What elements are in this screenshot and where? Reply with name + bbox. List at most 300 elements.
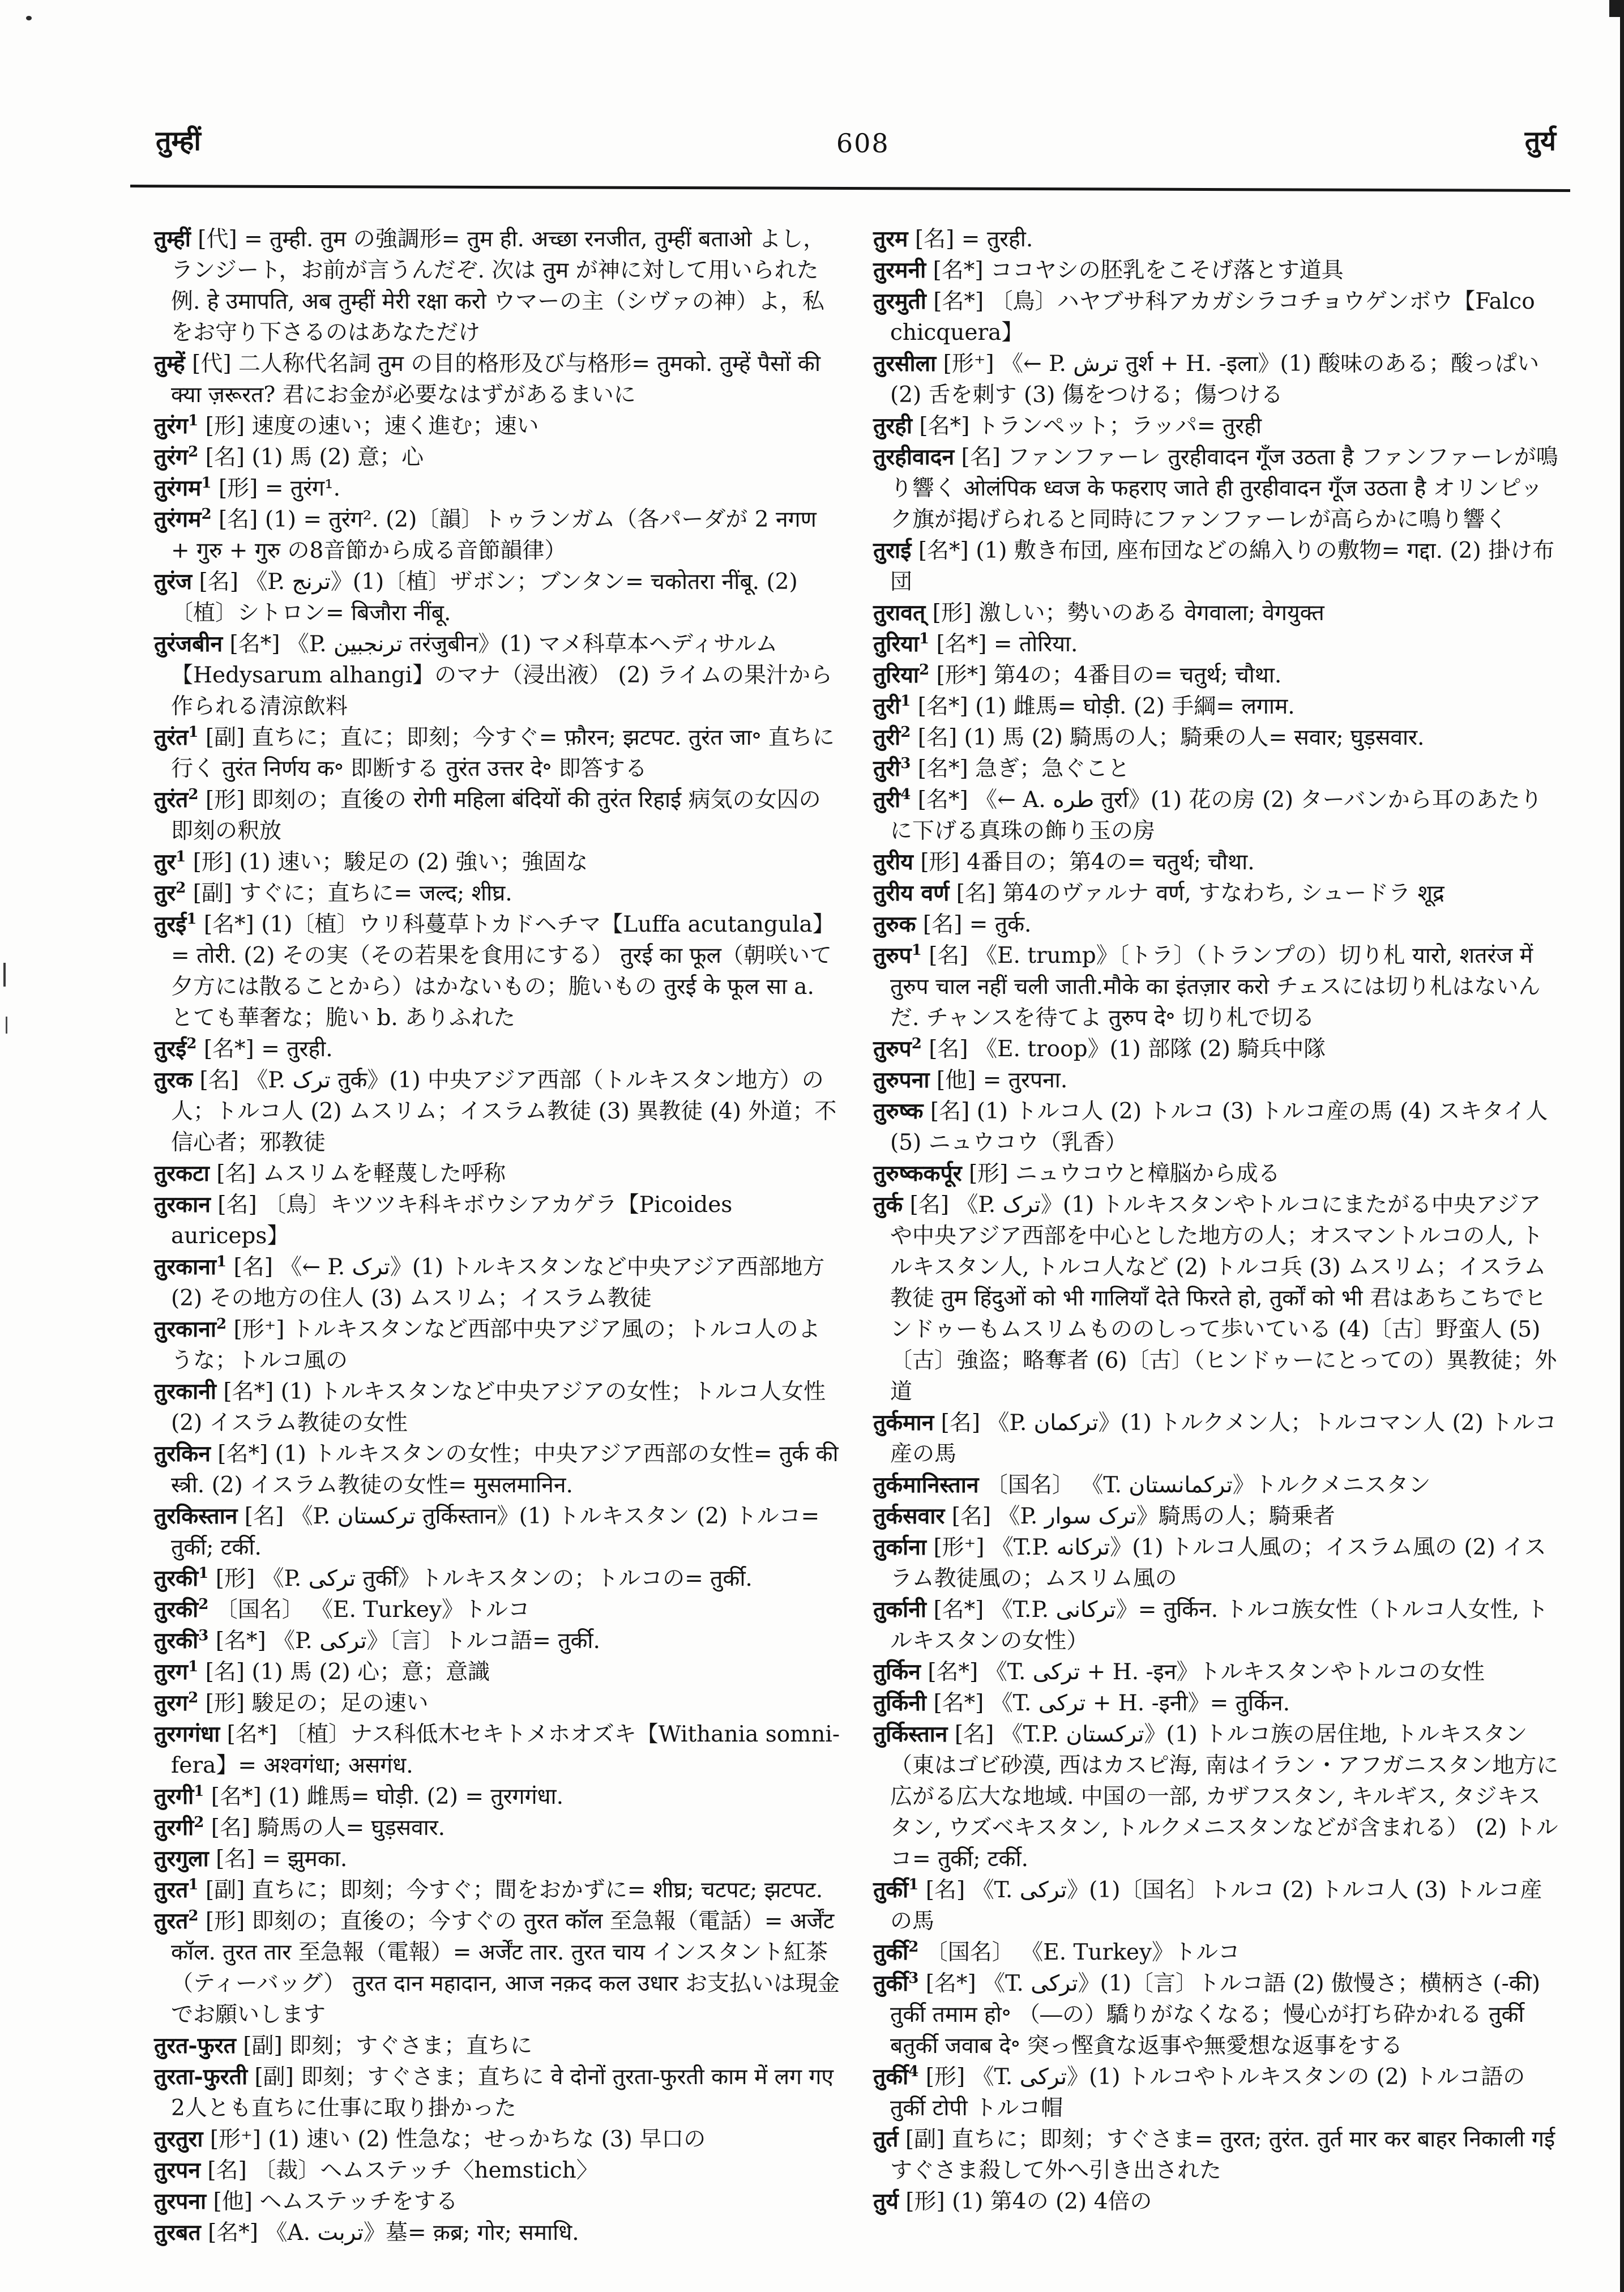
- entry-pos-label: [名]: [941, 1410, 981, 1436]
- entry-pos-label: [名]: [216, 1161, 256, 1186]
- entry-definition: 《P. ترکی》〔言〕トルコ語= तुर्की.: [273, 1628, 600, 1654]
- dictionary-entry: [873, 1470, 1561, 1501]
- entry-headword: तुरत-फुरत: [154, 2033, 236, 2059]
- dictionary-entry: [873, 909, 1561, 940]
- entry-pos-label: 〔国名〕: [985, 1472, 1074, 1498]
- dictionary-entry: [873, 597, 1561, 629]
- entry-pos-label: [副]: [205, 725, 245, 750]
- entry-definition: (1) 馬 (2) 意；心: [251, 445, 424, 470]
- scan-margin-mark: [6, 1017, 7, 1034]
- entry-pos-label: [名*]: [933, 1597, 984, 1623]
- entry-homonym-number: 1: [911, 942, 922, 959]
- entry-definition: 《T. ترکی》(1)〔国名〕トルコ (2) トルコ人 (3) トルコ産の馬: [890, 1877, 1542, 1934]
- entry-definition: (1) 速い (2) 性急な；せっかちな (3) 早口の: [268, 2127, 706, 2152]
- dictionary-entry: [154, 1688, 841, 1719]
- entry-definition: (1) 敷き布団, 座布団などの綿入りの敷物= गद्दा. (2) 掛け布団: [890, 538, 1555, 595]
- entry-homonym-number: 3: [900, 755, 911, 772]
- entry-headword: तुरकानी: [154, 1378, 216, 1405]
- entry-definition: ムスリムを軽蔑した呼称: [263, 1161, 506, 1186]
- scan-margin-mark: [3, 963, 6, 987]
- entry-pos-label: [代]: [192, 351, 232, 377]
- dictionary-entry: [873, 1657, 1561, 1688]
- entry-definition: ファンファーレ तुरहीवादन गूँज उठता है ファンファーレが鳴り響く ओलंपिक ध्वज के फहराए जाते ही तुरहीवादन गूँज उठता है オリンピック旗が掲げられると同時にファンファーレが高らかに鳴り響く: [890, 445, 1558, 532]
- entry-headword: तुरकिन: [154, 1441, 211, 1467]
- entry-definition: 〔鳥〕キツツキ科キボウシアカゲラ【Picoides auriceps】: [171, 1192, 733, 1249]
- entry-homonym-number: 1: [188, 1658, 199, 1675]
- entry-headword: तुरावत्: [873, 600, 926, 626]
- dictionary-entry: [873, 255, 1561, 286]
- dictionary-entry: [873, 691, 1561, 722]
- dictionary-entry: [873, 1719, 1561, 1875]
- entry-definition: = तुरपना.: [982, 1068, 1068, 1093]
- entry-pos-label: [形]: [932, 600, 972, 626]
- entry-homonym-number: 1: [188, 724, 199, 741]
- entry-headword: तुर्की$^3$: [873, 1970, 919, 1996]
- entry-pos-label: [形]: [218, 476, 258, 501]
- entry-pos-label: [名]: [207, 2158, 247, 2183]
- page-header: [156, 122, 1556, 159]
- entry-definition: 即刻の；直後の रोगी महिला बंदियों की तुरंत रिहाई 病気の女囚の即刻の釈放: [171, 787, 821, 844]
- entry-pos-label: [代]: [198, 227, 237, 252]
- dictionary-entry: [154, 1563, 841, 1594]
- dictionary-entry: [873, 629, 1561, 660]
- dictionary-entry: [154, 722, 841, 784]
- entry-definition: 騎馬の人= घुड़सवार.: [257, 1815, 446, 1841]
- dictionary-entry: [873, 722, 1561, 753]
- entry-headword: तुरंगम$^1$: [154, 475, 212, 501]
- entry-homonym-number: 2: [188, 443, 199, 460]
- entry-pos-label: [形⁺]: [233, 1317, 285, 1342]
- entry-headword: तुरुपना: [873, 1067, 930, 1093]
- dictionary-entry: [873, 1937, 1561, 1968]
- entry-headword: तुर्कानी: [873, 1597, 927, 1623]
- entry-homonym-number: 2: [188, 786, 199, 803]
- entry-headword: तुरंग$^1$: [154, 412, 199, 439]
- entry-definition: 即刻；すぐさま；直ちに वे दोनों तुरता-फुरती काम में लग गए 2人とも直ちに仕事に取り掛かった: [171, 2064, 834, 2121]
- dictionary-entry: [154, 1252, 841, 1314]
- entry-headword: तुरंज: [154, 569, 193, 595]
- dictionary-entry: [873, 286, 1561, 348]
- entry-definition: (1) 第4の (2) 4倍の: [952, 2189, 1152, 2214]
- dictionary-entry: [873, 847, 1561, 878]
- entry-definition: = तुरंग¹.: [264, 476, 341, 501]
- entry-pos-label: 〔国名〕: [215, 1597, 304, 1623]
- dictionary-entry: [873, 348, 1561, 411]
- entry-definition: ヘムステッチをする: [259, 2189, 458, 2214]
- entry-headword: तुर्य: [873, 2188, 899, 2214]
- entry-pos-label: [形*]: [936, 663, 987, 688]
- entry-pos-label: [名*]: [919, 413, 970, 439]
- entry-definition: すぐに；直ちに= जल्द; शीघ्र.: [239, 881, 512, 906]
- entry-definition: = तुरही.: [261, 1036, 333, 1062]
- entry-pos-label: [名*]: [928, 1659, 978, 1685]
- entry-homonym-number: 2: [198, 1596, 209, 1613]
- entry-pos-label: [名]: [909, 1192, 950, 1218]
- dictionary-entry: [154, 442, 841, 473]
- entry-pos-label: [形]: [205, 1909, 245, 1934]
- entry-homonym-number: 1: [216, 1253, 227, 1270]
- entry-definition: (1) 馬 (2) 心；意；意識: [251, 1659, 490, 1685]
- entry-definition: 4番目の；第4の= चतुर्थ; चौथा.: [967, 850, 1255, 875]
- dictionary-entry: [873, 1096, 1561, 1158]
- entry-pos-label: [形]: [205, 413, 245, 439]
- dictionary-entry: [873, 1407, 1561, 1470]
- entry-headword: तुरगी$^2$: [154, 1814, 204, 1841]
- dictionary-entry: [873, 2186, 1561, 2217]
- entry-pos-label: [名]: [954, 1722, 994, 1747]
- entry-headword: तुरई$^2$: [154, 1035, 197, 1062]
- dictionary-entry: [154, 2030, 841, 2061]
- dictionary-entry: [873, 224, 1561, 255]
- entry-headword: तुरक: [154, 1067, 193, 1093]
- entry-definition: (1) 速い；駿足の (2) 強い；強固な: [239, 850, 588, 875]
- entry-headword: तुरिया$^1$: [873, 630, 930, 657]
- entry-definition: 《P. ترکی तुर्की》トルキスタンの；トルコの= तुर्की.: [262, 1566, 753, 1591]
- entry-pos-label: 〔国名〕: [925, 1940, 1014, 1965]
- entry-pos-label: [他]: [213, 2189, 253, 2214]
- entry-headword: तुम्हीं: [154, 226, 191, 252]
- entry-headword: तुराई: [873, 537, 912, 564]
- entry-homonym-number: 1: [186, 911, 197, 928]
- dictionary-entry: [873, 1968, 1561, 2061]
- entry-headword: तुर$^1$: [154, 848, 186, 875]
- dictionary-entry: [873, 660, 1561, 691]
- entry-pos-label: [名*]: [215, 1628, 266, 1654]
- entry-pos-label: [名]: [930, 1099, 970, 1124]
- entry-definition: (1) トルキスタンなど中央アジアの女性；トルコ人女性 (2) イスラム教徒の女性: [171, 1379, 826, 1436]
- entry-definition: 速度の速い；速く進む；速い: [251, 413, 539, 439]
- dictionary-entry: [154, 1906, 841, 2030]
- dictionary-entry: [154, 1439, 841, 1501]
- guide-word-right: तुर्य: [1524, 125, 1556, 157]
- entry-homonym-number: 2: [186, 1035, 197, 1052]
- entry-homonym-number: 2: [201, 506, 212, 523]
- entry-headword: तुर्किस्तान: [873, 1721, 948, 1747]
- entry-headword: तुरकाना$^1$: [154, 1253, 227, 1280]
- dictionary-entry: [873, 784, 1561, 847]
- entry-pos-label: [形]: [920, 850, 960, 875]
- entry-definition: 《T.P. ترکستان》(1) トルコ族の居住地, トルキスタン（東はゴビ砂漠, 西はカスピ海, 南はイラン・アフガニスタン地方に広がる広大な地域. 中国の一部, カザフスタン, キルギス, タジキスタン, ウズベキスタン, トルクメニスタンなどが含まれる） (2) トルコ= तुर्की; टर्की.: [890, 1722, 1559, 1872]
- entry-definition: 《E. Turkey》トルコ: [311, 1597, 530, 1623]
- entry-definition: (1) = तुरंग². (2)〔韻〕トゥランガム（各パーダが 2 नगण + गुरु + गुरु の8音節から成る音節韻律）: [171, 507, 817, 564]
- entry-headword: तुरिया$^2$: [873, 661, 930, 688]
- entry-pos-label: [名*]: [918, 538, 969, 564]
- entry-homonym-number: 1: [188, 1876, 199, 1893]
- dictionary-entry: [154, 1314, 841, 1376]
- entry-headword: तुरुप$^2$: [873, 1035, 922, 1062]
- page-number: 608: [836, 128, 890, 159]
- entry-homonym-number: 1: [919, 630, 930, 647]
- entry-headword: तुरपना: [154, 2188, 207, 2214]
- entry-definition: 二人称代名詞 तुम の目的格形及び与格形= तुमको. तुम्हें पैसों की क्या ज़रूरत? 君にお金が必要なはずがあるまいに: [171, 351, 820, 408]
- dictionary-entry: [873, 1158, 1561, 1189]
- text-columns: [154, 224, 1561, 2248]
- entry-definition: 《T. ترکی + H. -इन》トルキスタンやトルコの女性: [985, 1659, 1485, 1685]
- entry-headword: तुरंजबीन: [154, 631, 223, 657]
- entry-headword: तुर्कसवार: [873, 1503, 945, 1529]
- entry-pos-label: [名]: [211, 1815, 251, 1841]
- entry-headword: तुरगी$^1$: [154, 1783, 204, 1809]
- entry-definition: ココヤシの胚乳をこそげ落とす道具: [990, 258, 1344, 283]
- entry-definition: トランペット；ラッパ= तुरही: [976, 413, 1262, 439]
- dictionary-entry: [154, 1034, 841, 1065]
- dictionary-entry: [154, 1812, 841, 1843]
- entry-headword: तुरुप$^1$: [873, 942, 922, 968]
- entry-headword: तुरगगंधा: [154, 1721, 220, 1747]
- entry-definition: (1) トルコ人 (2) トルコ (3) トルコ産の馬 (4) スキタイ人 (5) ニュウコウ（乳香）: [890, 1099, 1548, 1155]
- dictionary-entry: [154, 1501, 841, 1563]
- dictionary-entry: [154, 1158, 841, 1189]
- entry-pos-label: [形]: [205, 1691, 245, 1716]
- entry-pos-label: [名*]: [203, 912, 254, 937]
- entry-pos-label: [名]: [929, 1036, 968, 1062]
- dictionary-entry: [873, 1875, 1561, 1937]
- entry-homonym-number: 4: [900, 786, 911, 803]
- entry-pos-label: [名*]: [933, 289, 984, 314]
- dictionary-entry: [154, 1625, 841, 1657]
- dictionary-entry: [873, 1501, 1561, 1532]
- dictionary-entry: [873, 535, 1561, 597]
- entry-pos-label: [形]: [215, 1566, 255, 1591]
- entry-pos-label: [副]: [254, 2064, 294, 2090]
- entry-headword: तुरुष्क: [873, 1098, 924, 1124]
- entry-pos-label: [名*]: [936, 631, 987, 657]
- entry-pos-label: [名*]: [925, 1971, 976, 1996]
- dictionary-entry: [873, 411, 1561, 442]
- dictionary-entry: [873, 442, 1561, 535]
- entry-headword: तुर्क: [873, 1192, 903, 1218]
- entry-definition: = तुर्क.: [969, 912, 1032, 937]
- entry-headword: तुरकिस्तान: [154, 1503, 238, 1529]
- entry-headword: तुरुक: [873, 911, 916, 937]
- entry-homonym-number: 1: [176, 848, 186, 865]
- entry-headword: तुरमनी: [873, 257, 926, 283]
- entry-definition: 直ちに；即刻；今すぐ；間をおかずに= शीघ्र; चटपट; झटपट.: [251, 1877, 823, 1903]
- entry-pos-label: [形]: [905, 2189, 945, 2214]
- entry-pos-label: [名*]: [211, 1784, 262, 1809]
- entry-definition: 《T. ترکی》(1) トルコやトルキスタンの (2) トルコ語の तुर्की टोपी トルコ帽: [890, 2064, 1525, 2121]
- entry-definition: 《T. ترکی + H. -इनी》= तुर्किन.: [990, 1691, 1290, 1716]
- dictionary-entry: [154, 1657, 841, 1688]
- entry-definition: 〔植〕ナス科低木セキトメホオズキ【Withania somni-fera】= अश्वगंधा; असगंध.: [171, 1722, 840, 1778]
- entry-definition: 〔鳥〕ハヤブサ科アカガシラコチョウゲンボウ【Falco chicquera】: [890, 289, 1535, 345]
- entry-pos-label: [名]: [925, 1877, 965, 1903]
- entry-headword: तुर्त: [873, 2126, 899, 2152]
- entry-definition: 《← P. ترک》(1) トルキスタンなど中央アジア西部地方 (2) その地方の住人 (3) ムスリム；イスラム教徒: [171, 1254, 825, 1311]
- entry-pos-label: [名*]: [226, 1722, 277, 1747]
- entry-headword: तुरग$^2$: [154, 1689, 199, 1716]
- dictionary-entry: [154, 1781, 841, 1812]
- entry-pos-label: [副]: [205, 1877, 245, 1903]
- entry-pos-label: [形]: [193, 850, 233, 875]
- entry-headword: तुरत$^1$: [154, 1876, 199, 1903]
- dictionary-entry: [873, 878, 1561, 909]
- entry-definition: ニュウコウと樟脳から成る: [1015, 1161, 1280, 1186]
- scan-edge-artifact: [1620, 0, 1624, 2292]
- entry-definition: 即刻；すぐさま；直ちに: [289, 2033, 533, 2059]
- dictionary-entry: [154, 566, 841, 629]
- dictionary-entry: [873, 753, 1561, 784]
- entry-pos-label: [形⁺]: [210, 2127, 261, 2152]
- entry-headword: तुरकी$^2$: [154, 1596, 209, 1623]
- entry-definition: (1)〔植〕ウリ科蔓草トカドヘチマ【Luffa acutangula】= तोरी. (2) その実（その若果を食用にする） तुरई का फूल（朝咲いて夕方には散ることから）はかないもの；脆いもの तुरई के फूल सा a. とても華奢な；脆い b. ありふれた: [171, 912, 835, 1031]
- entry-pos-label: [名]: [929, 943, 968, 968]
- entry-pos-label: [副]: [905, 2127, 945, 2152]
- entry-definition: 《← A. طره तुर्रा》(1) 花の房 (2) ターバンから耳のあたりに下げる真珠の飾り玉の房: [890, 787, 1542, 844]
- entry-definition: 第4の；4番目の= चतुर्थ; चौथा.: [993, 663, 1282, 688]
- dictionary-entry: [873, 2124, 1561, 2186]
- entry-definition: 激しい；勢いのある वेगवाला; वेगयुक्त: [978, 600, 1324, 626]
- entry-headword: तुरीय: [873, 849, 913, 875]
- entry-headword: तुरता-फुरती: [154, 2064, 248, 2090]
- entry-definition: 即刻の；直後の；今すぐの तुरत कॉल 至急報（電話）= अर्जेंट कॉल. तुरत तार 至急報（電報）= अर्जेंट तार. तुरत चाय インスタント紅茶（ティーバッグ） तुरत दान महादान, आज नक़द कल उधार お支払いは現金でお願いします: [171, 1909, 840, 2028]
- entry-headword: तुरहीवादन: [873, 444, 955, 470]
- column-left: [154, 224, 841, 2248]
- column-right: [873, 224, 1561, 2248]
- dictionary-entry: [873, 1594, 1561, 1657]
- entry-pos-label: [形]: [205, 787, 245, 813]
- header-rule: [130, 185, 1570, 192]
- entry-headword: तुरंत$^2$: [154, 786, 199, 813]
- entry-headword: तुरम: [873, 226, 908, 252]
- entry-definition: (1) 雌馬= घोड़ी. (2) 手綱= लगाम.: [975, 694, 1295, 719]
- entry-homonym-number: 2: [176, 880, 186, 897]
- dictionary-entry: [873, 1532, 1561, 1594]
- entry-pos-label: [形⁺]: [933, 1535, 985, 1560]
- dictionary-entry: [873, 1189, 1561, 1407]
- entry-pos-label: [名*]: [223, 1379, 274, 1405]
- dictionary-entry: [154, 629, 841, 722]
- dictionary-entry: [154, 1065, 841, 1158]
- entry-headword: तुर्किन: [873, 1659, 921, 1685]
- dictionary-entry: [154, 1719, 841, 1781]
- entry-pos-label: [名*]: [208, 2220, 259, 2246]
- entry-pos-label: [形]: [925, 2064, 965, 2090]
- entry-headword: तुरमुती: [873, 288, 926, 314]
- entry-homonym-number: 2: [194, 1814, 204, 1831]
- entry-definition: 《E. trump》〔トラ〕（トランプの）切り札 यारो, शतरंज में तुरुप चाल नहीं चली जाती.मौके का इंतज़ार करो チェスには切り札はないんだ. チャンスを待てよ तुरुप दे॰ 切り札で切る: [890, 943, 1541, 1031]
- guide-word-left: तुम्हीं: [156, 125, 201, 157]
- entry-definition: (1) トルキスタンの女性；中央アジア西部の女性= तुर्क की स्त्री. (2) イスラム教徒の女性= मुसलमानिन.: [171, 1441, 839, 1498]
- entry-homonym-number: 2: [188, 1907, 199, 1924]
- entry-definition: 《P. ترکستان तुर्किस्तान》(1) トルキスタン (2) トルコ= तुर्की; टर्की.: [171, 1504, 820, 1560]
- entry-pos-label: [名]: [205, 1659, 245, 1685]
- entry-headword: तुर्किनी: [873, 1690, 927, 1716]
- entry-headword: तुरही: [873, 413, 912, 439]
- entry-pos-label: [名]: [217, 1192, 257, 1218]
- dictionary-entry: [154, 473, 841, 504]
- entry-headword: तुरंत$^1$: [154, 724, 199, 750]
- entry-definition: 〔裁〕ヘムステッチ〈hemstich〉: [254, 2158, 599, 2183]
- entry-headword: तुरंगम$^2$: [154, 506, 212, 532]
- entry-headword: तुरबत: [154, 2220, 201, 2246]
- entry-pos-label: [名]: [922, 912, 963, 937]
- entry-definition: 《P. ترک سوار》騎馬の人；騎乗者: [998, 1504, 1335, 1529]
- entry-pos-label: [名*]: [917, 694, 968, 719]
- entry-definition: 急ぎ；急ぐこと: [975, 756, 1130, 782]
- entry-homonym-number: 3: [908, 1970, 919, 1987]
- entry-headword: तुरंग$^2$: [154, 443, 199, 470]
- entry-headword: तुर्की$^4$: [873, 2063, 919, 2090]
- entry-definition: = तुम्ही. तुम の強調形= तुम ही. अच्छा रनजीत, तुम्हीं बताओ よし，ランジート，お前が言うんだぞ. 次は तुम が神に対して用いられた例. हे उमापति, अब तुम्हीं मेरी रक्षा करो ウマーの主（シヴァの神）よ，私をお守り下さるのはあなただけ: [171, 227, 826, 345]
- entry-homonym-number: 1: [194, 1783, 204, 1800]
- entry-headword: तुरई$^1$: [154, 911, 197, 937]
- entry-definition: = झुमका.: [262, 1846, 348, 1872]
- entry-homonym-number: 2: [911, 1035, 922, 1052]
- entry-pos-label: [名*]: [203, 1036, 254, 1062]
- entry-definition: = तोरिया.: [993, 631, 1078, 657]
- entry-pos-label: [他]: [936, 1068, 976, 1093]
- dictionary-entry: [154, 909, 841, 1034]
- entry-headword: तुरुष्ककर्पूर: [873, 1160, 962, 1186]
- dictionary-entry: [154, 2061, 841, 2124]
- entry-definition: = तुरही.: [961, 227, 1033, 252]
- dictionary-entry: [154, 1189, 841, 1252]
- entry-definition: (1) 雌馬= घोड़ी. (2) = तुरगगंधा.: [268, 1784, 564, 1809]
- entry-headword: तुरी$^1$: [873, 693, 911, 719]
- entry-homonym-number: 2: [216, 1316, 227, 1333]
- entry-headword: तुरकटा: [154, 1160, 210, 1186]
- entry-headword: तुरकी$^3$: [154, 1627, 209, 1654]
- dictionary-entry: [873, 2061, 1561, 2124]
- entry-definition: 《← P. ترش तुर्श + H. -इला》(1) 酸味のある；酸っぱい (2) 舌を刺す (3) 傷をつける；傷つける: [890, 351, 1540, 408]
- entry-pos-label: [形]: [968, 1161, 1008, 1186]
- entry-headword: तुरसीला: [873, 351, 937, 377]
- entry-definition: 《P. ترنجبين तरंजुबीन》(1) マメ科草本ヘディサルム【Hedysarum alhangi】のマナ（浸出液） (2) ライムの果汁から作られる清涼飲料: [171, 631, 833, 719]
- entry-headword: तुर्काना: [873, 1534, 927, 1560]
- entry-homonym-number: 2: [900, 724, 911, 741]
- entry-definition: 第4のヴァルナ वर्ण, すなわち, シュードラ शूद्र: [1002, 881, 1444, 906]
- entry-headword: तुर्कमान: [873, 1410, 934, 1436]
- entry-definition: 《E. troop》(1) 部隊 (2) 騎兵中隊: [975, 1036, 1326, 1062]
- entry-pos-label: [名]: [914, 227, 955, 252]
- entry-definition: 《A. تربت》墓= क़ब्र; गोर; समाधि.: [265, 2220, 579, 2246]
- entry-pos-label: [名]: [917, 725, 958, 750]
- entry-pos-label: [名]: [205, 445, 245, 470]
- dictionary-entry: [154, 1594, 841, 1625]
- entry-pos-label: [名*]: [917, 756, 968, 782]
- entry-homonym-number: 1: [908, 1876, 919, 1893]
- entry-definition: 《P. ترک》(1) トルキスタンやトルコにまたがる中央アジアや中央アジア西部を中心とした地方の人；オスマントルコの人, トルキスタン人, トルコ人など (2) トルコ兵 (3) ムスリム；イスラム教徒 तुम हिंदुओं को भी गालियाँ देते फिरते हो, तुर्कों को भी 君はあちこちでヒンドゥーもムスリムもののしって歩いている (4)〔古〕野蛮人 (5)〔古〕強盗；略奪者 (6)〔古〕（ヒンドゥーにとっての）異教徒；外道: [890, 1192, 1557, 1405]
- entry-pos-label: [名]: [233, 1254, 273, 1280]
- dictionary-entry: [154, 878, 841, 909]
- entry-pos-label: [名]: [218, 507, 258, 532]
- entry-definition: 《E. Turkey》トルコ: [1021, 1940, 1241, 1965]
- dictionary-entry: [154, 2217, 841, 2248]
- dictionary-entry: [154, 348, 841, 411]
- entry-homonym-number: 4: [908, 2063, 919, 2080]
- entry-headword: तुरी$^3$: [873, 755, 911, 782]
- entry-homonym-number: 1: [900, 693, 911, 710]
- entry-headword: तुरतुरा: [154, 2126, 203, 2152]
- entry-pos-label: [形⁺]: [943, 351, 994, 377]
- entry-homonym-number: 2: [188, 1689, 199, 1706]
- entry-definition: 《T. ترکمانستان》トルクメニスタン: [1081, 1472, 1431, 1498]
- entry-headword: तुर्कमानिस्तान: [873, 1472, 979, 1498]
- dictionary-entry: [154, 2124, 841, 2155]
- dictionary-entry: [154, 2186, 841, 2217]
- entry-definition: 《P. ترک तुर्क》(1) 中央アジア西部（トルキスタン地方）の人；トルコ人 (2) ムスリム；イスラム教徒 (3) 異教徒 (4) 外道；不信心者；邪教徒: [171, 1068, 837, 1155]
- dictionary-entry: [154, 1843, 841, 1875]
- entry-pos-label: [名]: [216, 1846, 255, 1872]
- scan-speck-artifact: [26, 16, 32, 20]
- entry-headword: तुरग$^1$: [154, 1658, 199, 1685]
- dictionary-entry: [873, 940, 1561, 1034]
- entry-headword: तुरपन: [154, 2157, 200, 2183]
- entry-definition: (1) 馬 (2) 騎馬の人；騎乗の人= सवार; घुड़सवार.: [964, 725, 1425, 750]
- entry-definition: 《T. ترکی》(1)〔言〕トルコ語 (2) 傲慢さ；横柄さ (-की) तुर्की तमाम हो॰ （―の）驕りがなくなる；慢心が打ち砕かれる तुर्की बतुर्की जवाब दे॰ 突っ慳貪な返事や無愛想な返事をする: [890, 1971, 1541, 2059]
- entry-definition: 《P. ترنج》(1)〔植〕ザボン；ブンタン= चकोतरा नींबू. (2)〔植〕シトロン= बिजौरा नींबू.: [171, 569, 798, 626]
